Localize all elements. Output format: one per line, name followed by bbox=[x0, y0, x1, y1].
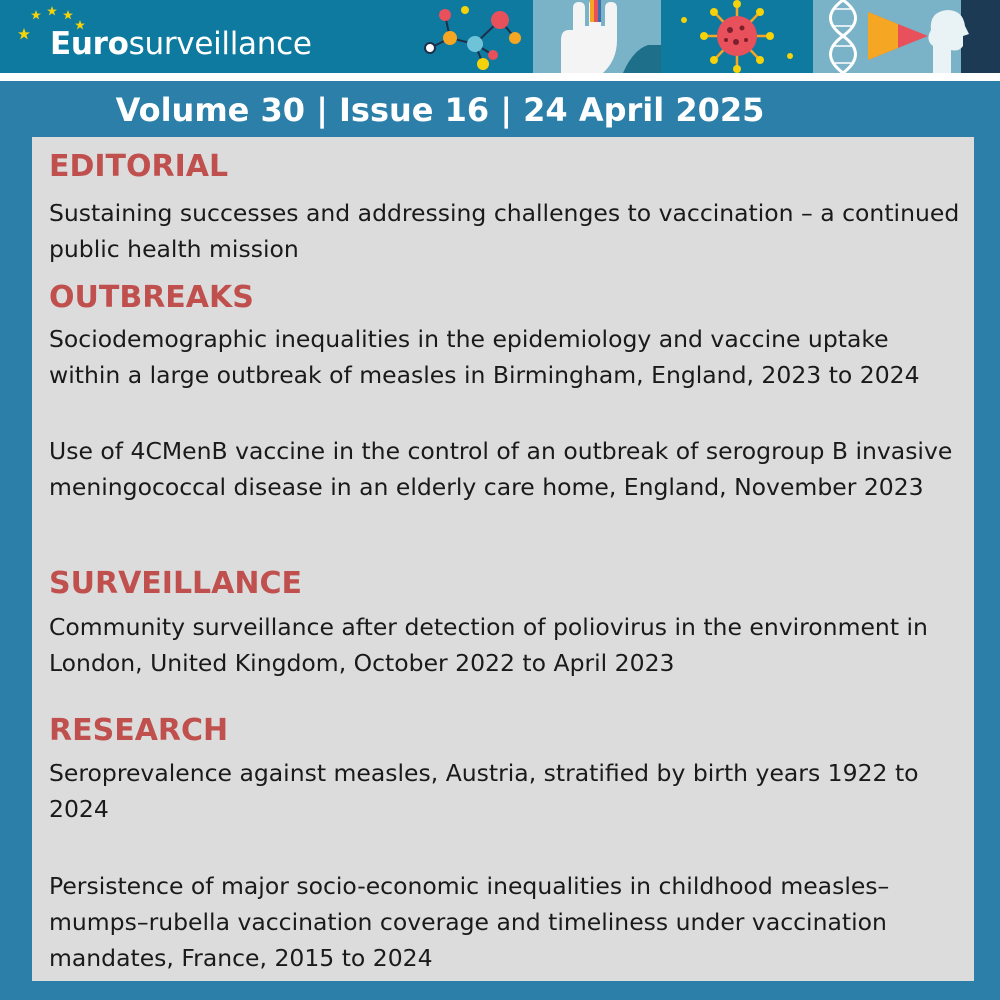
eurosurveillance-logo[interactable] bbox=[50, 26, 312, 62]
dna-megaphone-icon bbox=[813, 0, 1000, 73]
network-molecule-icon bbox=[405, 0, 530, 73]
article-link-editorial-1[interactable]: Sustaining successes and addressing challenges to vaccination – a continued public health mission bbox=[49, 199, 960, 263]
logo-regular: surveillance bbox=[128, 26, 312, 62]
section-heading-research: RESEARCH bbox=[49, 713, 229, 748]
section-heading-editorial: EDITORIAL bbox=[49, 149, 229, 184]
section-heading-outbreaks: OUTBREAKS bbox=[49, 280, 254, 315]
header-divider bbox=[0, 73, 1000, 81]
article-link-surveillance-1[interactable]: Community surveillance after detection of poliovirus in the environment in London, United Kingdom, October 2022 to April 2023 bbox=[49, 613, 928, 677]
header-banner bbox=[0, 0, 1000, 73]
table-of-contents bbox=[32, 137, 974, 981]
article-link-research-2[interactable]: Persistence of major socio-economic inequalities in childhood measles–mumps–rubella vaccination coverage and timeliness under vaccination mandates, France, 2015 to 2024 bbox=[49, 872, 890, 972]
hand-icon bbox=[533, 0, 661, 73]
section-heading-surveillance: SURVEILLANCE bbox=[49, 566, 303, 601]
logo-bold: Euro bbox=[50, 26, 129, 62]
article-link-outbreaks-2[interactable]: Use of 4CMenB vaccine in the control of an outbreak of serogroup B invasive meningococcal disease in an elderly care home, England, November 2023 bbox=[49, 437, 953, 501]
article-link-research-1[interactable]: Seroprevalence against measles, Austria, stratified by birth years 1922 to 2024 bbox=[49, 759, 919, 823]
issue-info: Volume 30 | Issue 16 | 24 April 2025 bbox=[115, 91, 765, 129]
virus-icon bbox=[664, 0, 810, 73]
article-link-outbreaks-1[interactable]: Sociodemographic inequalities in the epidemiology and vaccine uptake within a large outbreak of measles in Birmingham, England, 2023 to 2024 bbox=[49, 325, 920, 389]
